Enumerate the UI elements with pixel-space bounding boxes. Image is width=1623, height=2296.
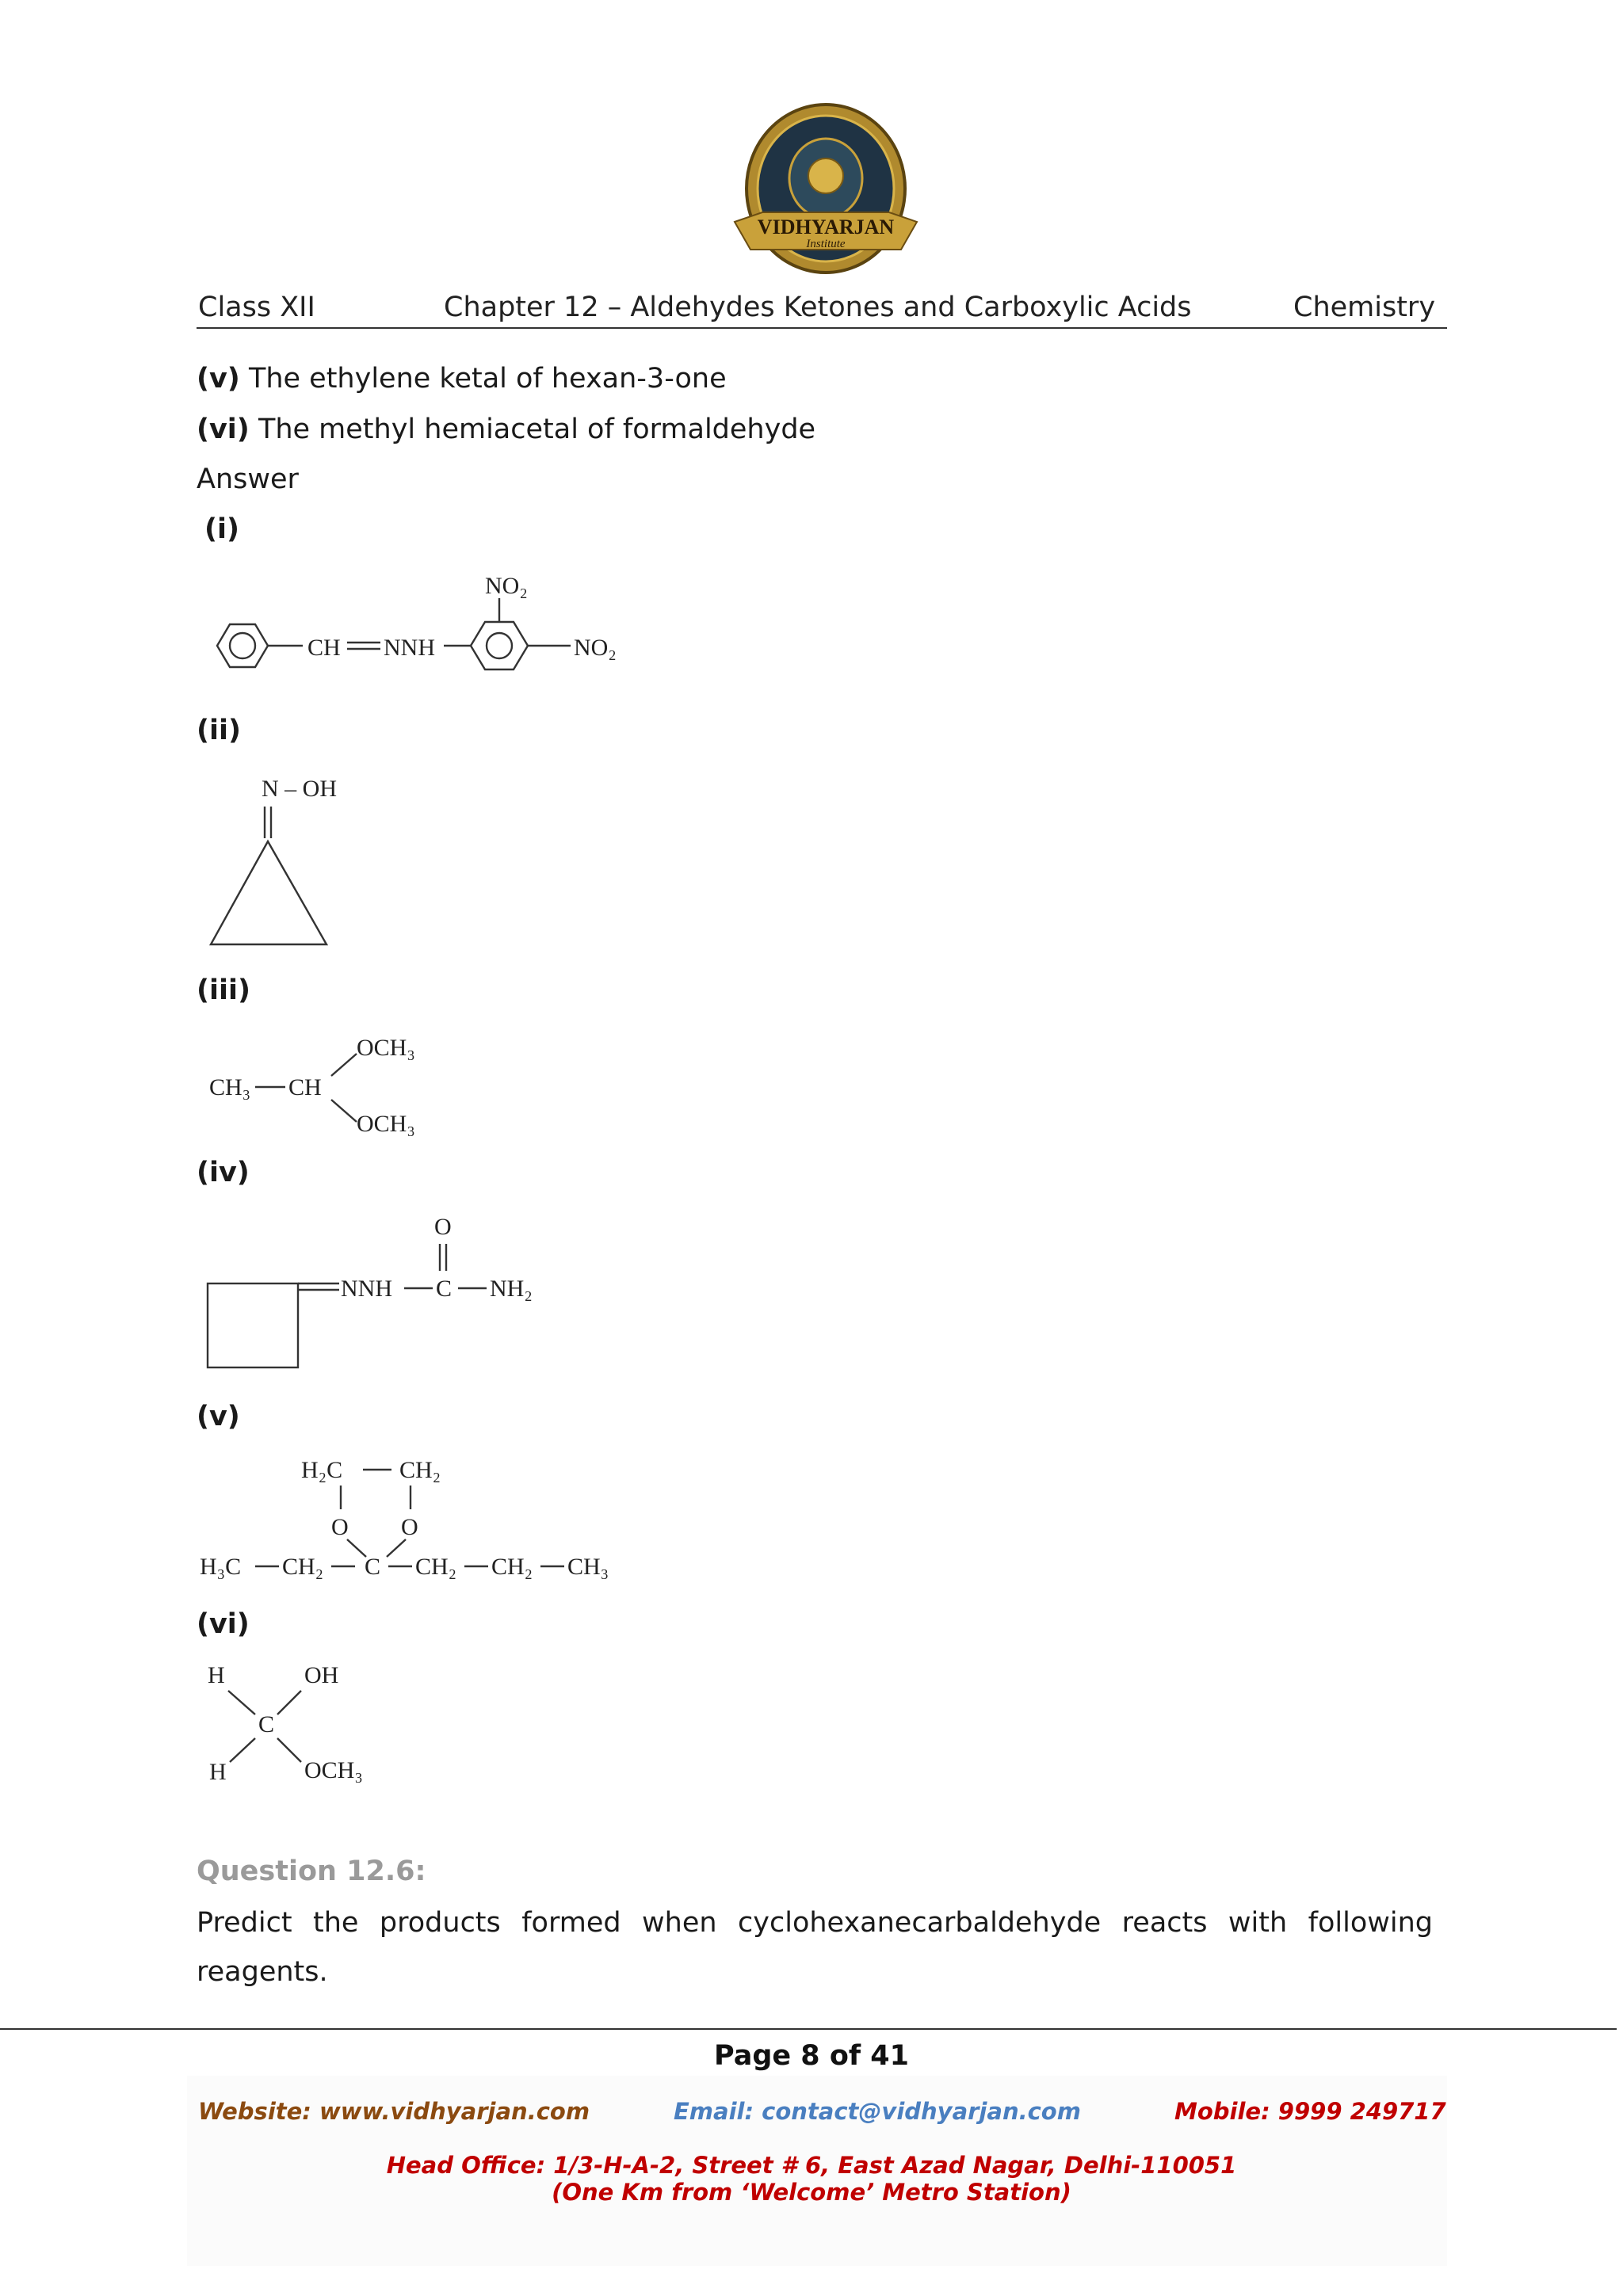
structure-iv-o: O bbox=[434, 1214, 452, 1240]
structure-iv bbox=[198, 1212, 555, 1382]
structure-i-no2-right: NO₂ bbox=[574, 635, 617, 661]
answer-i-label: (i) bbox=[204, 513, 239, 545]
footer-head-office: Head Office: 1/3-H-A-2, Street # 6, East Azad Nagar, Delhi-110051 bbox=[386, 2152, 1237, 2179]
question-12-6-text: Predict the products formed when cyclohexanecarbaldehyde reacts with following reagents. bbox=[197, 1907, 1433, 1988]
structure-iii-ch3: CH₃ bbox=[209, 1074, 251, 1100]
structure-iii-och3-top: OCH₃ bbox=[357, 1035, 415, 1061]
vidhyarjan-logo bbox=[731, 103, 921, 285]
footer-divider bbox=[0, 2028, 1617, 2030]
header-divider bbox=[197, 327, 1447, 329]
question-12-6-title: Question 12.6: bbox=[197, 1855, 426, 1887]
page-number: Page 8 of 41 bbox=[713, 2040, 909, 2072]
header-class: Class XII bbox=[198, 292, 315, 323]
answer-heading: Answer bbox=[197, 463, 299, 495]
structure-v-o-left: O bbox=[331, 1514, 349, 1540]
structure-vi-oh: OH bbox=[304, 1662, 339, 1688]
question-v bbox=[197, 363, 727, 395]
structure-i-no2-top: NO₂ bbox=[485, 573, 528, 599]
logo-subtitle: Institute bbox=[806, 238, 846, 250]
structure-vi-c: C bbox=[258, 1711, 275, 1737]
header-chapter: Chapter 12 – Aldehydes Ketones and Carboxylic Acids bbox=[444, 292, 1192, 323]
question-vi-label: (vi) bbox=[197, 414, 250, 445]
answer-v-label: (v) bbox=[197, 1401, 240, 1432]
structure-v-ch2-b: CH₂ bbox=[415, 1554, 457, 1580]
footer-website[interactable]: Website: www.vidhyarjan.com bbox=[198, 2098, 590, 2125]
structure-v-ch3: CH₃ bbox=[567, 1554, 609, 1580]
structure-iv-nnh: NNH bbox=[341, 1276, 392, 1302]
answer-ii-label: (ii) bbox=[197, 715, 241, 746]
structure-iii-ch: CH bbox=[288, 1074, 322, 1100]
answer-iii-label: (iii) bbox=[197, 974, 250, 1006]
structure-vi-h-top: H bbox=[208, 1662, 225, 1688]
structure-v-h3c: H₃C bbox=[200, 1554, 242, 1580]
question-vi-text: The methyl hemiacetal of formaldehyde bbox=[258, 414, 816, 445]
footer-email[interactable]: Email: contact@vidhyarjan.com bbox=[674, 2098, 1081, 2125]
structure-i-ch: CH bbox=[307, 635, 341, 661]
question-v-label: (v) bbox=[197, 363, 240, 395]
footer-mobile: Mobile: 9999 249717 bbox=[1174, 2098, 1446, 2125]
structure-ii bbox=[198, 769, 372, 962]
structure-i bbox=[198, 559, 642, 720]
structure-vi bbox=[198, 1656, 404, 1802]
structure-v-ch2-c: CH₂ bbox=[491, 1554, 533, 1580]
structure-iii bbox=[198, 1022, 452, 1144]
structure-v-ch2-top: CH₂ bbox=[399, 1457, 441, 1483]
structure-v-h2c: H₂C bbox=[301, 1457, 343, 1483]
question-vi bbox=[197, 414, 815, 445]
header-subject: Chemistry bbox=[1293, 292, 1436, 323]
structure-iv-nh2: NH₂ bbox=[490, 1276, 533, 1302]
structure-iv-c: C bbox=[436, 1276, 453, 1302]
structure-v-o-right: O bbox=[401, 1514, 418, 1540]
logo-name: VIDHYARJAN bbox=[757, 215, 895, 238]
answer-iv-label: (iv) bbox=[197, 1157, 250, 1188]
structure-iii-och3-bottom: OCH₃ bbox=[357, 1111, 415, 1137]
structure-vi-och3: OCH₃ bbox=[304, 1757, 363, 1783]
footer-metro-note: (One Km from ‘Welcome’ Metro Station) bbox=[552, 2179, 1071, 2206]
structure-v-ch2-a: CH₂ bbox=[282, 1554, 324, 1580]
structure-ii-noh: N – OH bbox=[262, 776, 337, 802]
answer-vi-label: (vi) bbox=[197, 1608, 250, 1640]
question-v-text: The ethylene ketal of hexan-3-one bbox=[248, 363, 727, 395]
structure-v bbox=[198, 1446, 642, 1592]
structure-vi-h-bottom: H bbox=[209, 1759, 227, 1785]
structure-v-c: C bbox=[365, 1554, 381, 1580]
structure-i-nnh: NNH bbox=[384, 635, 435, 661]
